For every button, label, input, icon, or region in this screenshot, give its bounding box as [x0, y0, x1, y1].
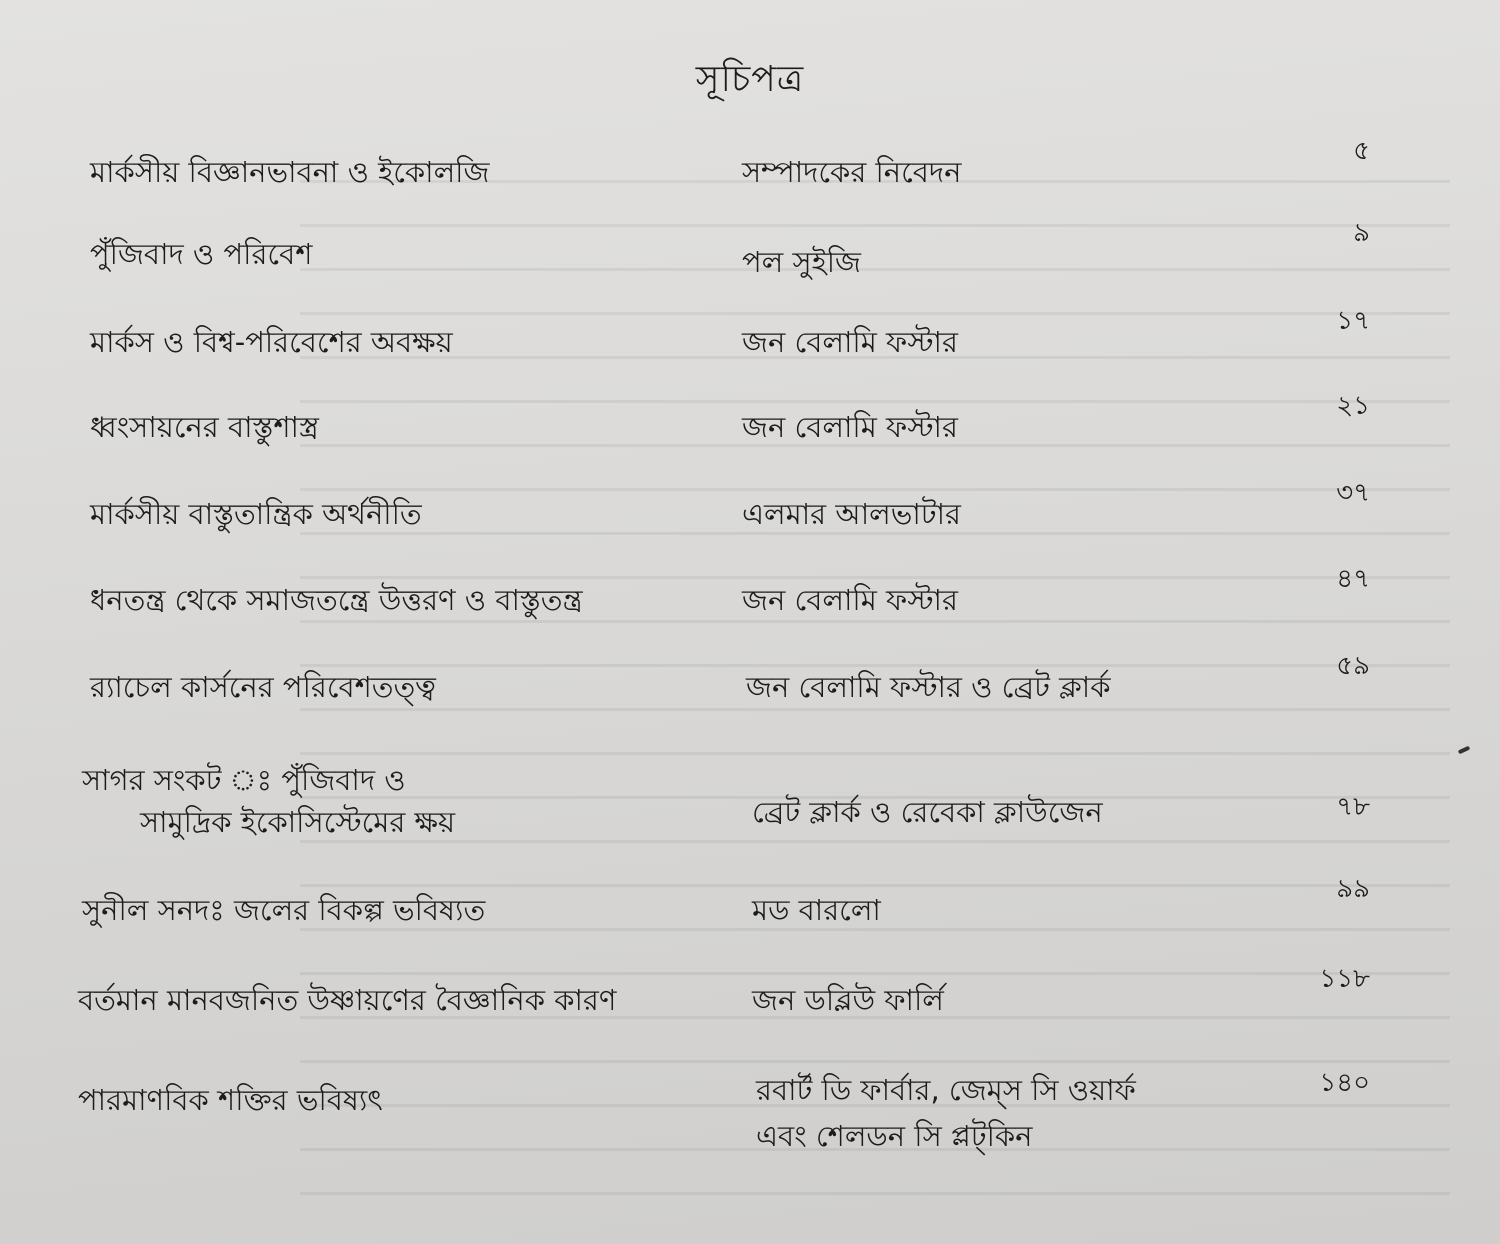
entry-title: বর্তমান মানবজনিত উষ্ণায়ণের বৈজ্ঞানিক কারণ	[78, 983, 617, 1017]
entry-page: ১৪০	[1319, 1068, 1370, 1098]
entry-author-line2: এবং শেলডন সি প্লট্‌কিন	[756, 1119, 1033, 1153]
entry-page: ৩৭	[1336, 478, 1370, 508]
toc-entry	[0, 478, 1500, 572]
entry-page: ৫৯	[1336, 651, 1370, 681]
toc-entry	[0, 391, 1500, 485]
entry-author: পল সুইজি	[742, 245, 861, 279]
toc-entry	[0, 1068, 1500, 1178]
toc-entry	[0, 306, 1500, 400]
entry-title: ধনতন্ত্র থেকে সমাজতন্ত্রে উত্তরণ ও বাস্তুতন্ত্র	[90, 583, 583, 617]
entry-author: জন বেলামি ফস্টার	[742, 410, 958, 444]
toc-entry	[0, 218, 1500, 312]
entry-author: এলমার আলভাটার	[742, 497, 961, 531]
entry-title: সাগর সংকট ঃ পুঁজিবাদ ও	[82, 763, 406, 797]
page-title: সূচিপত্র	[695, 59, 805, 100]
entry-page: ৭৮	[1336, 792, 1370, 822]
entry-page: ২১	[1336, 391, 1370, 421]
entry-title: মার্কসীয় বিজ্ঞানভাবনা ও ইকোলজি	[90, 155, 490, 189]
entry-author: জন ডব্লিউ ফার্লি	[752, 983, 944, 1017]
entry-author: রবার্ট ডি ফার্বার, জেম্স সি ওয়ার্ফ	[756, 1073, 1136, 1107]
entry-page: ১৭	[1336, 306, 1370, 336]
toc-entry	[0, 136, 1500, 230]
toc-entry	[0, 874, 1500, 968]
entry-author: জন বেলামি ফস্টার ও ব্রেট ক্লার্ক	[746, 670, 1111, 704]
toc-entry	[0, 964, 1500, 1058]
entry-author: মড বারলো	[752, 893, 881, 927]
entry-author: ব্রেট ক্লার্ক ও রেবেকা ক্লাউজেন	[752, 795, 1103, 829]
entry-title: মার্কসীয় বাস্তুতান্ত্রিক অর্থনীতি	[90, 497, 422, 531]
toc-entry	[0, 564, 1500, 658]
toc-entry	[0, 651, 1500, 745]
entry-title: পারমাণবিক শক্তির ভবিষ্যৎ	[78, 1083, 383, 1117]
entry-page: ১১৮	[1319, 964, 1370, 994]
entry-page: ৪৭	[1336, 564, 1370, 594]
entry-author: জন বেলামি ফস্টার	[742, 583, 958, 617]
entry-title: ধ্বংসায়নের বাস্তুশাস্ত্র	[90, 410, 319, 444]
ink-mark	[1458, 746, 1471, 755]
entry-author: জন বেলামি ফস্টার	[742, 325, 958, 359]
entry-page: ৫	[1353, 136, 1370, 166]
entry-title-line2: সামুদ্রিক ইকোসিস্টেমের ক্ষয়	[140, 805, 456, 839]
entry-author: সম্পাদকের নিবেদন	[742, 155, 962, 189]
entry-title: মার্কস ও বিশ্ব-পরিবেশের অবক্ষয়	[90, 325, 453, 359]
entry-title: সুনীল সনদঃ জলের বিকল্প ভবিষ্যত	[82, 893, 486, 927]
toc-entry	[0, 758, 1500, 868]
entry-title: পুঁজিবাদ ও পরিবেশ	[90, 237, 313, 271]
entry-page: ৯৯	[1336, 874, 1370, 904]
entry-page: ৯	[1353, 218, 1370, 248]
entry-title: র‍্যাচেল কার্সনের পরিবেশতত্ত্ব	[90, 670, 436, 704]
